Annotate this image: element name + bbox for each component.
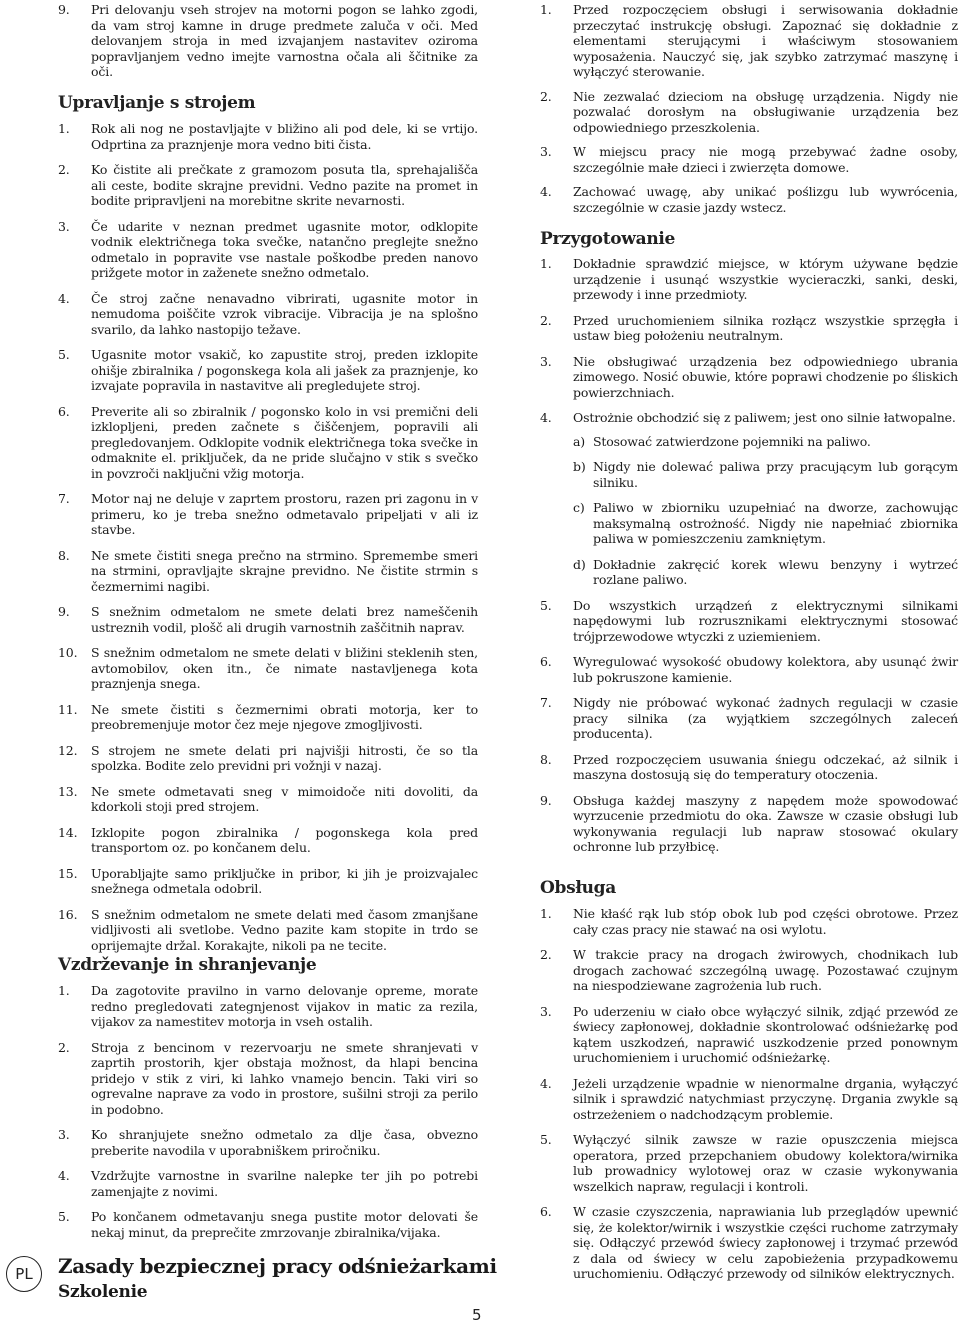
vzdrzevanje-list <box>58 983 478 1240</box>
sub-list-item-text: Stosować zatwierdzone pojemniki na paliwo. <box>593 433 871 449</box>
list-item <box>58 491 478 538</box>
list-item-text: Ne smete odmetavati sneg v mimoidoče niti dovoliti, da kdorkoli stoji pred strojem. <box>91 783 478 814</box>
list-item-text: Do wszystkich urządzeń z elektrycznymi silnikami napędowymi lub rozrusznikami elektrycznymi stosować trójprzewodowe wtyczki z uziemieniem. <box>573 597 958 644</box>
list-item <box>540 2 958 80</box>
list-item-text: Przed uruchomieniem silnika rozłącz wszystkie sprzęgła i ustaw bieg położeniu neutralnym. <box>573 312 958 343</box>
list-item <box>58 219 478 281</box>
list-item: 9. Pri delovanju vseh strojev na motorni pogon se lahko zgodi, da vam stroj kamne in druge predmete zaluča v oči. Med delovanjem stroja in med izvajanjem nastavitev oziroma popravljanjem vedno imejte varnostna očala ali ščitnike za oči. <box>58 2 478 79</box>
list-item <box>58 866 478 897</box>
list-item <box>58 1209 478 1240</box>
list-item-text: Pri delovanju vseh strojev na motorni pogon se lahko zgodi, da vam stroj kamne in druge predmete zaluča v oči. Med delovanjem stroja in med izvajanjem nastavitev oziroma popravljanjem vedno imejte varnostna očala ali ščitnike za oči. <box>91 2 478 79</box>
list-item <box>540 654 958 685</box>
przygotowanie-list <box>540 256 958 855</box>
list-item-number: 1. <box>540 2 552 17</box>
list-item-text: Da zagotovite pravilno in varno delovanje opreme, morate redno pregledovati zategnjenost vijakov in matic za rezila, vijakov za namestitev motorja in vseh ostalih. <box>91 983 478 1029</box>
list-item-text: S snežnim odmetalom ne smete delati med časom zmanjšane vidljivosti ali svetlobe. Vedno pazite kam stopite in trdo se oprijemajte držal. Korakajte, nikoli pa ne tecite. <box>91 906 478 953</box>
list-item <box>540 793 958 855</box>
list-item-number: 14. <box>58 824 78 840</box>
list-item-number: 1. <box>58 983 70 998</box>
list-item <box>58 702 478 733</box>
list-item-number: 12. <box>58 742 78 758</box>
list-item <box>58 291 478 338</box>
section-heading-vzdrzevanje: Vzdrževanje in shranjevanje <box>58 955 317 975</box>
list-item-text: Ko shranjujete snežno odmetalo za dlje časa, obvezno preberite navodila v uporabniškem priročniku. <box>91 1127 478 1158</box>
list-item-number: 4. <box>58 290 70 306</box>
list-item <box>540 1076 958 1123</box>
list-item <box>540 598 958 645</box>
list-item-number: 9. <box>540 792 552 808</box>
list-item-number: 6. <box>540 654 552 669</box>
list-item-text: Dokładnie sprawdzić miejsce, w którym używane będzie urządzenie i usunąć wszystkie wycieraczki, sanki, deski, przewody i inne przedmioty. <box>573 256 958 302</box>
list-item <box>58 404 478 482</box>
list-item-text: W miejscu pracy nie mogą przebywać żadne osoby, szczególnie małe dzieci i zwierzęta domowe. <box>573 144 958 175</box>
list-item-number: 2. <box>540 947 552 962</box>
sub-list-item-letter: a) <box>573 433 586 449</box>
list-item-number: 1. <box>540 906 552 921</box>
list-item <box>540 89 958 136</box>
list-item-number: 6. <box>540 1204 552 1219</box>
list-item-text: Po končanem odmetavanju snega pustite motor delovati še nekaj minut, da preprečite zmrzovanje zbiralnika/vijaka. <box>91 1209 478 1240</box>
list-item-number: 16. <box>58 906 78 922</box>
list-item-number: 7. <box>58 491 70 506</box>
sub-list-item <box>573 557 958 588</box>
list-item <box>58 347 478 394</box>
list-item <box>540 1004 958 1066</box>
list-item-text: Nie obsługiwać urządzenia bez odpowiedniego ubrania zimowego. Nosić obuwie, które poprawi chodzenie po śliskich powierzchniach. <box>573 353 958 400</box>
list-item-number: 4. <box>540 184 552 199</box>
list-item <box>58 121 478 152</box>
list-item <box>58 907 478 954</box>
list-item-text: Nie kłaść rąk lub stóp obok lub pod części obrotowe. Przez cały czas pracy nie stawać na osi wylotu. <box>573 906 958 937</box>
list-item-text: Ugasnite motor vsakič, ko zapustite stroj, preden izklopite ohišje zbiralnika / pogonskega kola ali jašek za praznjenje, ko izvajate popravila in nastavitve ali pregledujete stroj. <box>91 347 478 393</box>
list-item-number: 8. <box>540 751 552 767</box>
list-item-text: Ne smete čistiti s čezmernimi obrati motorja, ker to preobremenjuje motor čez meje njegove zmogljivosti. <box>91 701 478 732</box>
list-item-number: 4. <box>58 1168 70 1183</box>
list-item-text: Motor naj ne deluje v zaprtem prostoru, razen pri zagonu in v primeru, ko je treba snežno odmetavalo pripeljati v ali iz stavbe. <box>91 491 478 537</box>
section-heading-upravljanje: Upravljanje s strojem <box>58 93 256 113</box>
list-item-number: 7. <box>540 695 552 710</box>
list-item-number: 1. <box>540 256 552 271</box>
list-item-number: 5. <box>540 1132 552 1147</box>
intro-list <box>58 2 478 80</box>
list-item <box>540 752 958 783</box>
list-item-text: Ne smete čistiti snega prečno na strmino. Spremembe smeri na strmini, opravljajte skrajne previdno. Ne čistite strmin s čezmernimi nagibi. <box>91 547 478 594</box>
list-item-number: 13. <box>58 783 78 799</box>
list-item-number: 4. <box>540 410 552 425</box>
list-item-number: 9. <box>58 604 70 619</box>
list-item-text: Izklopite pogon zbiralnika / pogonskega kola pred transportom oz. po končanem delu. <box>91 824 478 855</box>
sub-list-item-text: Nigdy nie dolewać paliwa przy pracującym lub gorącym silniku. <box>593 459 958 490</box>
list-item <box>58 784 478 815</box>
list-item <box>58 983 478 1030</box>
bottom-title: Zasady bezpiecznej pracy odśnieżarkami <box>58 1254 497 1278</box>
list-item-text: Vzdržujte varnostne in svarilne nalepke ter jih po potrebi zamenjajte z novimi. <box>91 1168 478 1199</box>
list-item-text: Če stroj začne nenavadno vibrirati, ugasnite motor in nemudoma poiščite vzrok vibracije. Vibracija je na splošno svarilo, da lahko nastopijo težave. <box>91 290 478 337</box>
list-item-text: Wyregulować wysokość obudowy kolektora, aby usunąć żwir lub pokruszone kamienie. <box>573 654 958 685</box>
list-item-text: Jeżeli urządzenie wpadnie w nienormalne drgania, wyłączyć silnik i sprawdzić natychmiast przyczynę. Drgania zwykle są ostrzeżeniem o nadchodzącym problemie. <box>573 1075 958 1122</box>
list-item <box>540 1204 958 1282</box>
sub-list-item-text: Paliwo w zbiorniku uzupełniać na dworze, zachowując maksymalną ostrożność. Nigdy nie napełniać zbiornika paliwa w pomieszczeniu zamkniętym. <box>593 500 958 546</box>
list-item <box>58 645 478 692</box>
list-item-text: Ostrożnie obchodzić się z paliwem; jest ono silnie łatwopalne. <box>573 410 956 425</box>
list-item <box>58 1040 478 1118</box>
list-item-number: 1. <box>58 121 70 136</box>
list-item <box>58 743 478 774</box>
obsluga-list <box>540 906 958 1282</box>
list-item-text: Nigdy nie próbować wykonać żadnych regulacji w czasie pracy silnika (za wyjątkiem szczególnych zaleceń producenta). <box>573 695 958 741</box>
list-item-number: 15. <box>58 865 78 881</box>
list-item-number: 3. <box>540 144 552 159</box>
list-item-text: S snežnim odmetalom ne smete delati brez nameščenih ustreznih vodil, plošč ali drugih varnostnih zaščitnih naprav. <box>91 604 478 635</box>
list-item <box>540 695 958 742</box>
list-item-text: Ko čistite ali prečkate z gramozom posuta tla, sprehajališča ali ceste, bodite skrajne previdni. Vedno pazite na promet in bodite pripravljeni na morebitne skrite nevarnosti. <box>91 162 478 208</box>
list-item <box>540 410 958 588</box>
list-item <box>58 548 478 595</box>
list-item-text: Zachować uwagę, aby unikać poślizgu lub wywrócenia, szczególnie w czasie jazdy wstecz. <box>573 184 958 215</box>
list-item-text: W trakcie pracy na drogach żwirowych, chodnikach lub drogach zachować szczególną uwagę. Pozostawać czujnym na niespodziewane zagrożenia lub ruch. <box>573 947 958 993</box>
list-item-text: W czasie czyszczenia, naprawiania lub przeglądów upewnić się, że kolektor/wirnik i wszystkie części ruchome zatrzymały się. Odłączyć przewód świecy zapłonowej i trzymać przewód z dala od świecy w celu zapobieżenia przypadkowemu uruchomieniu. Odłączyć przewody od silników elektrycznych. <box>573 1204 958 1281</box>
sub-list-item <box>573 459 958 490</box>
section-heading-przygotowanie: Przygotowanie <box>540 229 676 249</box>
list-item <box>540 947 958 994</box>
list-item-number: 5. <box>540 597 552 613</box>
list-item <box>58 825 478 856</box>
intro-list-pl <box>540 2 958 215</box>
list-item-text: Przed rozpoczęciem obsługi i serwisowania dokładnie przeczytać instrukcję obsługi. Zapoznać się dokładnie z elementami sterującymi i właściwym stosowaniem wyposażenia. Nauczyć się, jak szybko zatrzymać maszynę i wyłączyć sterowanie. <box>573 2 958 79</box>
list-item-text: Preverite ali so zbiralnik / pogonsko kolo in vsi premični deli izklopljeni, preden začnete s čiščenjem, popravili ali pregledovanjem. Odklopite vodnik električnega toka svečke in odmaknite el. priključek, da ne pride slučajno v stik s svečko in povzroči naključni vžig motorja. <box>91 403 478 481</box>
list-item-number: 11. <box>58 701 78 717</box>
list-item-text: Rok ali nog ne postavljajte v bližino ali pod dele, ki se vrtijo. Odprtina za praznjenje mora vedno biti čista. <box>91 121 478 152</box>
list-item-number: 3. <box>540 1003 552 1019</box>
list-item <box>58 162 478 209</box>
sub-list <box>573 434 958 588</box>
list-item-number: 3. <box>540 353 552 369</box>
list-item-number: 2. <box>58 1039 70 1055</box>
sub-list-item-text: Dokładnie zakręcić korek wlewu benzyny i wytrzeć rozlane paliwo. <box>593 556 958 587</box>
list-item-number: 2. <box>540 88 552 104</box>
list-item-number: 4. <box>540 1075 552 1091</box>
list-item-number: 5. <box>58 347 70 362</box>
list-item-text: Če udarite v neznan predmet ugasnite motor, odklopite vodnik električnega toka svečke, natančno preglejte snežno odmetalo in popravite vse nastale poškodbe preden nanovo prižgete motor in zaženete snežno odmetalo. <box>91 218 478 280</box>
page-number: 5 <box>472 1306 482 1324</box>
list-item-text: Nie zezwalać dzieciom na obsługę urządzenia. Nigdy nie pozwalać dorosłym na obsługiwanie urządzenia bez odpowiedniego przeszkolenia. <box>573 88 958 135</box>
list-item-text: Po uderzeniu w ciało obce wyłączyć silnik, zdjąć przewód ze świecy zapłonowej, dokładnie skontrolować odśnieżarkę pod kątem uszkodzeń, naprawić uszkodzenie przed ponownym uruchomieniem i uruchomić odśnieżarkę. <box>573 1003 958 1065</box>
list-item <box>58 604 478 635</box>
sub-list-item-letter: b) <box>573 459 586 474</box>
list-item-text: S snežnim odmetalom ne smete delati v bližini steklenih sten, avtomobilov, oken itn., če nimate nastavljenega kota praznjenja snega. <box>91 645 478 691</box>
list-item-text: Wyłączyć silnik zawsze w razie opuszczenia miejsca operatora, przed przepchaniem obudowy kolektora/wirnika lub prowadnicy wylotowej oraz w czasie wykonywania wszelkich napraw, regulacji i kontroli. <box>573 1132 958 1194</box>
list-item <box>58 1168 478 1199</box>
upravljanje-list <box>58 121 478 953</box>
list-item-text: S strojem ne smete delati pri najvišji hitrosti, če so tla spolzka. Bodite zelo previdni pri vožnji v nazaj. <box>91 742 478 773</box>
list-item-number: 3. <box>58 218 70 234</box>
sub-list-item <box>573 500 958 547</box>
language-badge: PL <box>6 1256 42 1292</box>
list-item <box>540 1132 958 1194</box>
list-item-number: 2. <box>540 312 552 328</box>
list-item-text: Uporabljajte samo priključke in pribor, ki jih je proizvajalec snežnega odmetala odobril. <box>91 865 478 896</box>
list-item-number: 2. <box>58 162 70 177</box>
list-item <box>540 313 958 344</box>
list-item <box>540 354 958 401</box>
list-item <box>58 1127 478 1158</box>
list-item-number: 6. <box>58 403 70 419</box>
sub-list-item <box>573 434 958 450</box>
list-item <box>540 256 958 303</box>
list-item-text: Stroja z bencinom v rezervoarju ne smete shranjevati v zaprtih prostorih, kjer obstaja možnost, da hlapi bencina pridejo v stik z viri, ki lahko vnamejo bencin. Taki viri so ogrevalne naprave za vodo in prostore, sušilni stroji za perilo in podobno. <box>91 1039 478 1117</box>
list-item-number: 5. <box>58 1209 70 1224</box>
list-item <box>540 144 958 175</box>
bottom-subtitle: Szkolenie <box>58 1282 148 1302</box>
section-heading-obsluga: Obsługa <box>540 878 616 898</box>
list-item <box>540 184 958 215</box>
list-item-number: 10. <box>58 645 78 660</box>
list-item-number: 3. <box>58 1127 70 1142</box>
sub-list-item-letter: c) <box>573 500 585 515</box>
list-item-text: Obsługa każdej maszyny z napędem może spowodować wyrzucenie przedmiotu do oka. Zawsze w czasie obsługi lub wykonywania regulacji lub napraw stosować okulary ochronne lub przyłbicę. <box>573 792 958 854</box>
list-item-text: Przed rozpoczęciem usuwania śniegu odczekać, aż silnik i maszyna dostosują się do temperatury otoczenia. <box>573 751 958 782</box>
list-item <box>540 906 958 937</box>
list-item-number: 8. <box>58 547 70 563</box>
sub-list-item-letter: d) <box>573 556 586 572</box>
